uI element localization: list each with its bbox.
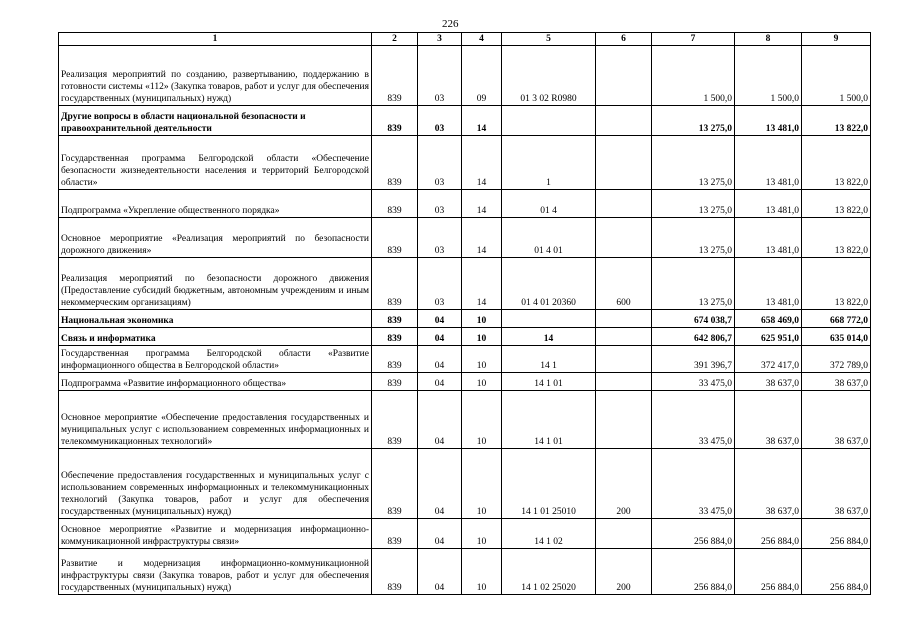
cell-amount-year3: 1 500,0 [802,46,871,106]
table-row [59,391,871,449]
cell-admin-code: 839 [372,328,418,346]
cell-subsection: 10 [462,519,502,549]
table-row [59,549,871,595]
table-row [59,106,871,136]
cell-subsection: 10 [462,346,502,373]
header-cell: 3 [418,33,462,46]
cell-amount-year2: 372 417,0 [735,346,802,373]
cell-amount-year1: 13 275,0 [652,106,735,136]
cell-subsection: 14 [462,190,502,218]
cell-target-article: 14 1 01 [502,373,596,391]
cell-amount-year1: 256 884,0 [652,549,735,595]
cell-admin-code: 839 [372,549,418,595]
cell-section: 04 [418,391,462,449]
cell-name: Государственная программа Белгородской области «Развитие информационного общества в Белгородской области» [59,346,372,373]
cell-amount-year1: 33 475,0 [652,373,735,391]
cell-amount-year3: 635 014,0 [802,328,871,346]
cell-amount-year2: 38 637,0 [735,391,802,449]
cell-target-article: 14 1 01 [502,391,596,449]
table-row [59,136,871,190]
cell-section: 03 [418,190,462,218]
cell-amount-year1: 674 038,7 [652,310,735,328]
cell-name: Основное мероприятие «Развитие и модернизация информационно-коммуникационной инфраструктуры связи» [59,519,372,549]
cell-name: Подпрограмма «Укрепление общественного порядка» [59,190,372,218]
cell-section: 04 [418,449,462,519]
cell-amount-year2: 625 951,0 [735,328,802,346]
cell-expense-type [596,391,652,449]
header-cell: 9 [802,33,871,46]
header-cell: 1 [59,33,372,46]
cell-subsection: 14 [462,136,502,190]
header-cell: 7 [652,33,735,46]
cell-amount-year3: 38 637,0 [802,391,871,449]
cell-amount-year2: 13 481,0 [735,106,802,136]
cell-amount-year1: 642 806,7 [652,328,735,346]
cell-target-article: 14 1 [502,346,596,373]
cell-admin-code: 839 [372,106,418,136]
cell-target-article: 01 3 02 R0980 [502,46,596,106]
cell-amount-year2: 38 637,0 [735,449,802,519]
cell-admin-code: 839 [372,190,418,218]
table-row [59,258,871,310]
cell-expense-type [596,46,652,106]
cell-section: 03 [418,46,462,106]
cell-section: 04 [418,346,462,373]
cell-subsection: 10 [462,449,502,519]
cell-amount-year1: 13 275,0 [652,258,735,310]
cell-name: Основное мероприятие «Обеспечение предоставления государственных и муниципальных услуг с использованием современных информационных и телекоммуникационных технологий» [59,391,372,449]
budget-table [58,32,871,595]
cell-section: 04 [418,549,462,595]
cell-amount-year2: 13 481,0 [735,258,802,310]
cell-section: 04 [418,519,462,549]
cell-admin-code: 839 [372,136,418,190]
cell-amount-year1: 33 475,0 [652,449,735,519]
cell-amount-year1: 13 275,0 [652,190,735,218]
cell-admin-code: 839 [372,373,418,391]
table-row [59,373,871,391]
cell-subsection: 10 [462,391,502,449]
header-cell: 5 [502,33,596,46]
cell-subsection: 10 [462,328,502,346]
table-row [59,310,871,328]
cell-section: 04 [418,310,462,328]
cell-amount-year1: 13 275,0 [652,136,735,190]
cell-admin-code: 839 [372,218,418,258]
cell-target-article: 1 [502,136,596,190]
cell-expense-type [596,519,652,549]
cell-admin-code: 839 [372,258,418,310]
cell-amount-year3: 13 822,0 [802,106,871,136]
cell-amount-year3: 38 637,0 [802,373,871,391]
cell-amount-year1: 391 396,7 [652,346,735,373]
cell-expense-type [596,328,652,346]
cell-expense-type [596,373,652,391]
cell-admin-code: 839 [372,310,418,328]
cell-target-article: 01 4 01 20360 [502,258,596,310]
cell-admin-code: 839 [372,346,418,373]
cell-expense-type [596,218,652,258]
cell-expense-type: 200 [596,549,652,595]
cell-amount-year3: 13 822,0 [802,190,871,218]
cell-section: 04 [418,373,462,391]
cell-amount-year3: 256 884,0 [802,519,871,549]
table-row [59,449,871,519]
cell-name: Подпрограмма «Развитие информационного общества» [59,373,372,391]
cell-expense-type [596,310,652,328]
cell-target-article: 01 4 01 [502,218,596,258]
table-row [59,346,871,373]
cell-target-article: 14 1 02 25020 [502,549,596,595]
cell-name: Реализация мероприятий по безопасности дорожного движения (Предоставление субсидий бюджетным, автономным учреждениям и иным некоммерческим организациям) [59,258,372,310]
cell-expense-type: 600 [596,258,652,310]
cell-amount-year1: 256 884,0 [652,519,735,549]
cell-section: 04 [418,328,462,346]
header-cell: 8 [735,33,802,46]
header-cell: 2 [372,33,418,46]
cell-section: 03 [418,136,462,190]
cell-amount-year2: 256 884,0 [735,549,802,595]
cell-amount-year2: 13 481,0 [735,190,802,218]
cell-subsection: 10 [462,310,502,328]
cell-target-article [502,310,596,328]
cell-amount-year2: 38 637,0 [735,373,802,391]
cell-subsection: 14 [462,106,502,136]
cell-section: 03 [418,258,462,310]
cell-amount-year3: 13 822,0 [802,258,871,310]
cell-amount-year1: 13 275,0 [652,218,735,258]
cell-subsection: 09 [462,46,502,106]
cell-name: Государственная программа Белгородской области «Обеспечение безопасности жизнедеятельности населения и территорий Белгородской области» [59,136,372,190]
cell-target-article: 01 4 [502,190,596,218]
cell-amount-year2: 256 884,0 [735,519,802,549]
cell-name: Другие вопросы в области национальной безопасности и правоохранительной деятельности [59,106,372,136]
cell-amount-year1: 1 500,0 [652,46,735,106]
cell-admin-code: 839 [372,519,418,549]
cell-amount-year3: 372 789,0 [802,346,871,373]
cell-amount-year2: 658 469,0 [735,310,802,328]
cell-subsection: 10 [462,373,502,391]
table-row [59,190,871,218]
cell-amount-year3: 38 637,0 [802,449,871,519]
cell-name: Развитие и модернизация информационно-коммуникационной инфраструктуры связи (Закупка товаров, работ и услуг для обеспечения государственных (муниципальных) нужд) [59,549,372,595]
page-number: 226 [442,18,459,30]
cell-expense-type [596,106,652,136]
cell-expense-type [596,346,652,373]
cell-name: Обеспечение предоставления государственных и муниципальных услуг с использованием современных информационных и телекоммуникационных технологий (Закупка товаров, работ и услуг для обеспечения государственных (муниципальных) нужд) [59,449,372,519]
cell-target-article: 14 1 02 [502,519,596,549]
cell-amount-year2: 13 481,0 [735,136,802,190]
cell-admin-code: 839 [372,449,418,519]
cell-amount-year3: 256 884,0 [802,549,871,595]
cell-section: 03 [418,218,462,258]
cell-target-article: 14 1 01 25010 [502,449,596,519]
header-cell: 6 [596,33,652,46]
cell-admin-code: 839 [372,391,418,449]
cell-admin-code: 839 [372,46,418,106]
cell-subsection: 14 [462,258,502,310]
table-row [59,46,871,106]
cell-subsection: 14 [462,218,502,258]
cell-amount-year2: 1 500,0 [735,46,802,106]
cell-target-article [502,106,596,136]
table-row [59,328,871,346]
table-header-row [59,33,871,46]
cell-expense-type: 200 [596,449,652,519]
cell-name: Реализация мероприятий по созданию, развертыванию, поддержанию в готовности системы «112» (Закупка товаров, работ и услуг для обеспечения государственных (муниципальных) нужд) [59,46,372,106]
cell-name: Национальная экономика [59,310,372,328]
cell-amount-year3: 13 822,0 [802,218,871,258]
cell-amount-year3: 668 772,0 [802,310,871,328]
cell-section: 03 [418,106,462,136]
cell-amount-year3: 13 822,0 [802,136,871,190]
cell-expense-type [596,190,652,218]
cell-amount-year2: 13 481,0 [735,218,802,258]
header-cell: 4 [462,33,502,46]
cell-expense-type [596,136,652,190]
cell-name: Основное мероприятие «Реализация мероприятий по безопасности дорожного движения» [59,218,372,258]
table-row [59,218,871,258]
cell-target-article: 14 [502,328,596,346]
cell-name: Связь и информатика [59,328,372,346]
cell-amount-year1: 33 475,0 [652,391,735,449]
table-row [59,519,871,549]
cell-subsection: 10 [462,549,502,595]
